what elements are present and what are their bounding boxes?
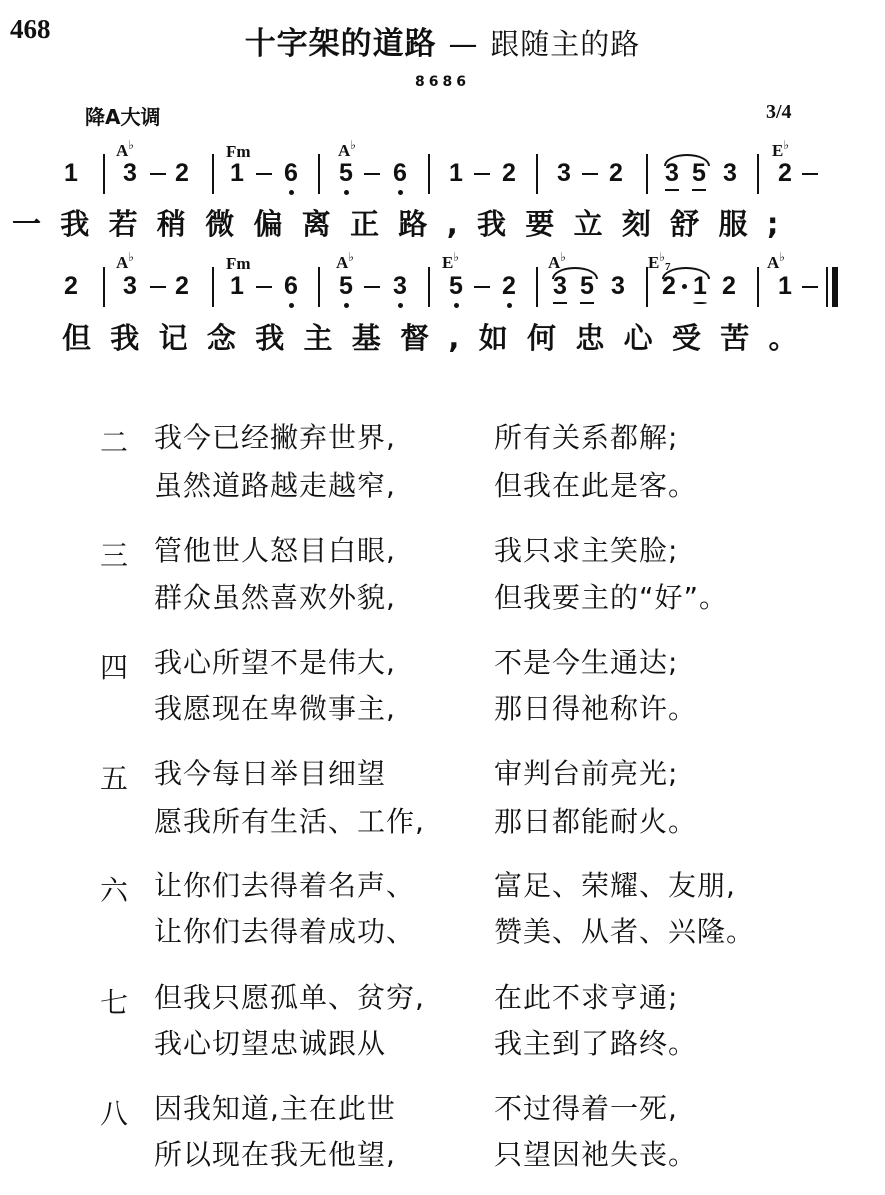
verse-line: 那日得祂称许。: [494, 692, 698, 725]
verse-line: 因我知道,主在此世: [154, 1092, 396, 1125]
chord-symbol: A♭: [767, 250, 785, 272]
verse-number: 五: [100, 762, 129, 795]
note: 3: [658, 158, 686, 188]
note: 3: [546, 271, 574, 301]
verse-line: 让你们去得着成功、: [154, 915, 416, 948]
note: 1: [449, 159, 463, 187]
verse-number: 三: [100, 539, 129, 572]
hymn-title: [0, 18, 885, 63]
dash: [802, 173, 818, 175]
barline: [536, 267, 538, 307]
note: 2: [778, 159, 792, 187]
verse-line: 群众虽然喜欢外貌,: [154, 581, 396, 614]
chord-symbol: Fm: [226, 142, 251, 161]
note: 3: [723, 159, 737, 187]
barline: [646, 154, 648, 194]
verse-line: 审判台前亮光;: [494, 757, 679, 790]
note: 3: [557, 159, 571, 187]
chord-symbol: E♭: [772, 138, 790, 160]
note: 2: [722, 272, 736, 300]
barline: [428, 267, 430, 307]
title-main: 十字架的道路: [244, 26, 437, 62]
dash: [802, 286, 818, 288]
note: 5: [332, 158, 360, 188]
verse-number: 七: [100, 986, 129, 1019]
chord-symbol: $E^♭_7$: [648, 250, 671, 273]
lyric-line-1: 一我若稍微偏离正路,我要立刻舒服;: [12, 207, 798, 241]
barline: [536, 154, 538, 194]
note: 6: [277, 271, 305, 301]
chord-symbol: E♭: [442, 250, 460, 272]
dash: [364, 173, 380, 175]
note: 2: [502, 159, 516, 187]
note: 2: [175, 272, 189, 300]
note: 2: [64, 272, 78, 300]
note: 5: [685, 158, 713, 188]
note: 1: [64, 159, 78, 187]
note: 5: [442, 271, 470, 301]
chord-symbol: A♭: [338, 138, 356, 160]
verse-line: 只望因祂失丧。: [494, 1138, 698, 1171]
note: 3: [386, 271, 414, 301]
dash: [364, 286, 380, 288]
verse-line: 不是今生通达;: [494, 646, 679, 679]
dash: [256, 173, 272, 175]
verse-line: 我心切望忠诚跟从: [154, 1027, 387, 1060]
note: 3: [611, 272, 625, 300]
verse-line: 所有关系都解;: [494, 421, 679, 454]
verse-line: 我主到了路终。: [494, 1027, 698, 1060]
time-signature: 3/4: [766, 101, 792, 123]
chord-symbol: A♭: [116, 250, 134, 272]
verse-line: 我愿现在卑微事主,: [154, 692, 396, 725]
barline: [103, 154, 105, 194]
verse-number: 六: [100, 874, 129, 907]
dash: [474, 173, 490, 175]
note: 3: [123, 272, 137, 300]
verse-line: 我今已经撇弃世界,: [154, 421, 396, 454]
key-signature: 降A大调: [85, 105, 161, 129]
verse-line: 富足、荣耀、友朋,: [494, 869, 736, 902]
verse-line: 但我只愿孤单、贫穷,: [154, 981, 425, 1014]
note: 2: [609, 159, 623, 187]
verse-line: 赞美、从者、兴隆。: [494, 915, 756, 948]
barline: [318, 267, 320, 307]
subtitle: 跟随主的路: [490, 27, 641, 61]
barline: [428, 154, 430, 194]
verse-number: 二: [100, 426, 129, 459]
verse-line: 管他世人怒目白眼,: [154, 534, 396, 567]
barline: [646, 267, 648, 307]
note: 2: [175, 159, 189, 187]
note: 3: [123, 159, 137, 187]
verse-line: 我今每日举目细望: [154, 757, 387, 790]
barline: [212, 267, 214, 307]
verse-number: 八: [100, 1097, 129, 1130]
barline: [318, 154, 320, 194]
note: 5: [573, 271, 601, 301]
chord-symbol: A♭: [548, 250, 566, 272]
chord-symbol: A♭: [116, 138, 134, 160]
final-barline-thin: [826, 267, 828, 307]
note: 1: [778, 272, 792, 300]
note: 1: [230, 272, 244, 300]
dash: [150, 286, 166, 288]
verse-line: 在此不求亨通;: [494, 981, 679, 1014]
verse-line: 所以现在我无他望,: [154, 1138, 396, 1171]
verse-line: 不过得着一死,: [494, 1092, 678, 1125]
barline: [757, 267, 759, 307]
note: 1: [686, 271, 714, 301]
note: 6: [386, 158, 414, 188]
verse-number: 四: [100, 651, 129, 684]
dash: [582, 173, 598, 175]
verse-line: 但我在此是客。: [494, 469, 698, 502]
verse-line: 那日都能耐火。: [494, 805, 698, 838]
dash: [256, 286, 272, 288]
meter: 8686: [415, 74, 470, 90]
verse-line: 但我要主的“好”。: [494, 581, 729, 614]
verse-line: 我心所望不是伟大,: [154, 646, 396, 679]
note: 5: [332, 271, 360, 301]
note: 6: [277, 158, 305, 188]
note: 2: [495, 271, 523, 301]
barline: [757, 154, 759, 194]
verse-line: 让你们去得着名声、: [154, 869, 416, 902]
chord-symbol: Fm: [226, 254, 251, 273]
chord-symbol: A♭: [336, 250, 354, 272]
note: 1: [230, 159, 244, 187]
verse-line: 我只求主笑脸;: [494, 534, 679, 567]
barline: [212, 154, 214, 194]
lyric-line-2: 但我记念我主基督,如何忠心受苦。: [62, 321, 817, 355]
dash: [150, 173, 166, 175]
hymn-number: 468: [10, 14, 51, 44]
final-barline-thick: [832, 267, 838, 307]
barline: [103, 267, 105, 307]
note: 2: [662, 272, 676, 300]
dash: [474, 286, 490, 288]
verse-line: 虽然道路越走越窄,: [154, 469, 396, 502]
title-dash: —: [448, 27, 479, 61]
verse-line: 愿我所有生活、工作,: [154, 805, 425, 838]
